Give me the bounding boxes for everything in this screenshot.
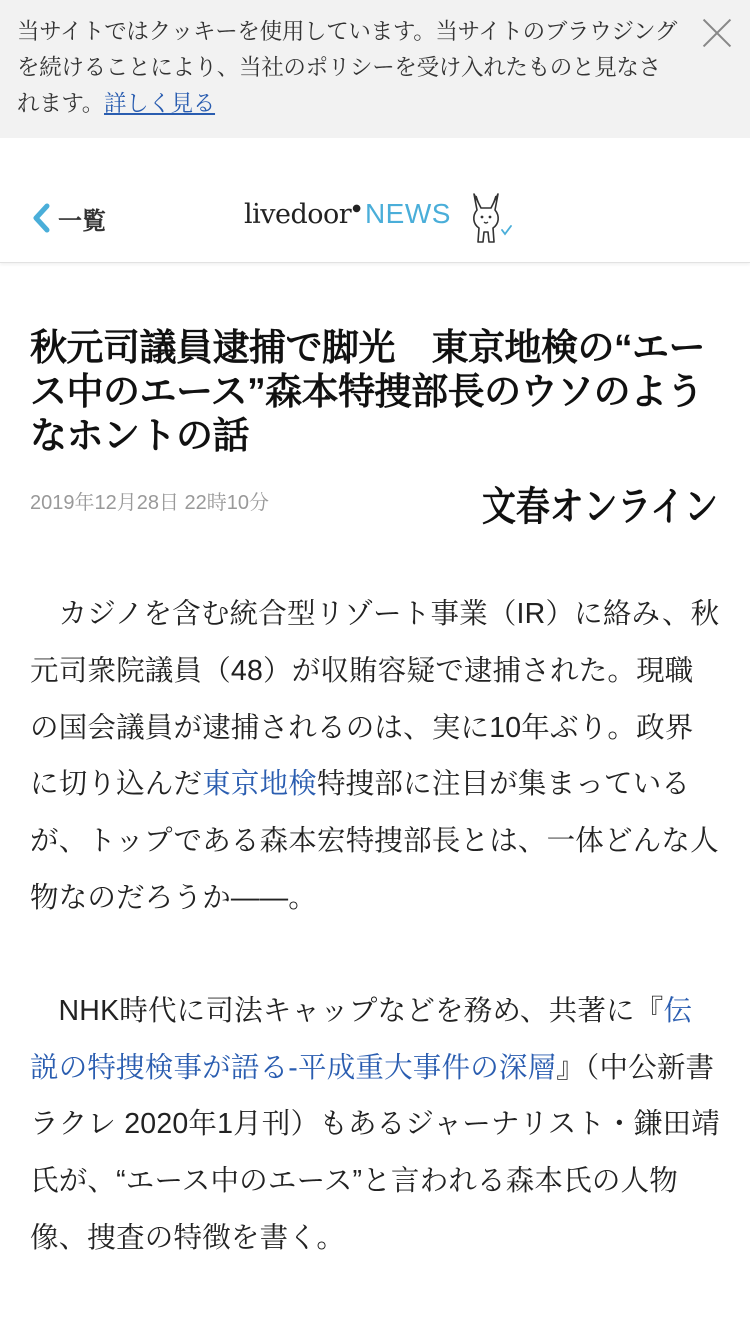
article-title: 秋元司議員逮捕で脚光 東京地検の“エース中のエース”森本特捜部長のウソのようなホントの話 [30, 327, 705, 456]
close-icon[interactable] [698, 14, 736, 52]
article-body [30, 586, 720, 1267]
chevron-left-icon [30, 200, 54, 236]
bunshun-online-logo [480, 476, 720, 530]
back-label: 一覧 [58, 206, 106, 235]
logo-registered-mark: ● [352, 203, 361, 214]
p2-text-a: NHK時代に司法キャップなどを務め、共著に『 [58, 994, 664, 1027]
cookie-banner [0, 0, 750, 138]
site-header [0, 138, 750, 263]
tokyo-prosecutors-link[interactable]: 東京地検 [202, 768, 318, 801]
paragraph-1 [30, 586, 720, 927]
cookie-details-link[interactable]: 詳しく見る [104, 91, 216, 117]
article-date: 2019年12月28日 22時10分 [30, 492, 270, 514]
paragraph-2 [30, 983, 720, 1267]
dog-mascot-icon [466, 190, 516, 246]
logo-news: NEWS [364, 198, 451, 229]
p2-text-b: 』（中公新書ラクレ 2020年1月刊）もあるジャーナリスト・鎌田靖氏が、“エース中のエース”と言われる森本氏の人物像、捜査の特徴を書く。 [30, 1051, 720, 1254]
cookie-text: 当サイトではクッキーを使用しています。当サイトのブラウジングを続けることにより、当社のポリシーを受け入れたものと見なされます。 [17, 19, 678, 117]
p1-text-a: カジノを含む統合型リゾート事業（IR）に絡み、秋元司衆院議員（48）が収賄容疑で逮捕された。現職の国会議員が逮捕されるのは、実に10年ぶり。政界に切り込んだ [30, 598, 720, 801]
p1-text-b: 特捜部に注目が集まっているが、トップである森本宏特捜部長とは、一体どんな人物なのだろうか――。 [30, 768, 719, 914]
source-logo-text: 文春オンライン [482, 484, 718, 530]
back-to-list-button[interactable] [30, 200, 106, 236]
book-link[interactable]: 伝説の特捜検事が語る-平成重大事件の深層 [30, 994, 693, 1084]
cookie-message [17, 14, 680, 122]
logo-livedoor: livedoor [244, 199, 352, 230]
site-logo[interactable] [244, 198, 451, 230]
